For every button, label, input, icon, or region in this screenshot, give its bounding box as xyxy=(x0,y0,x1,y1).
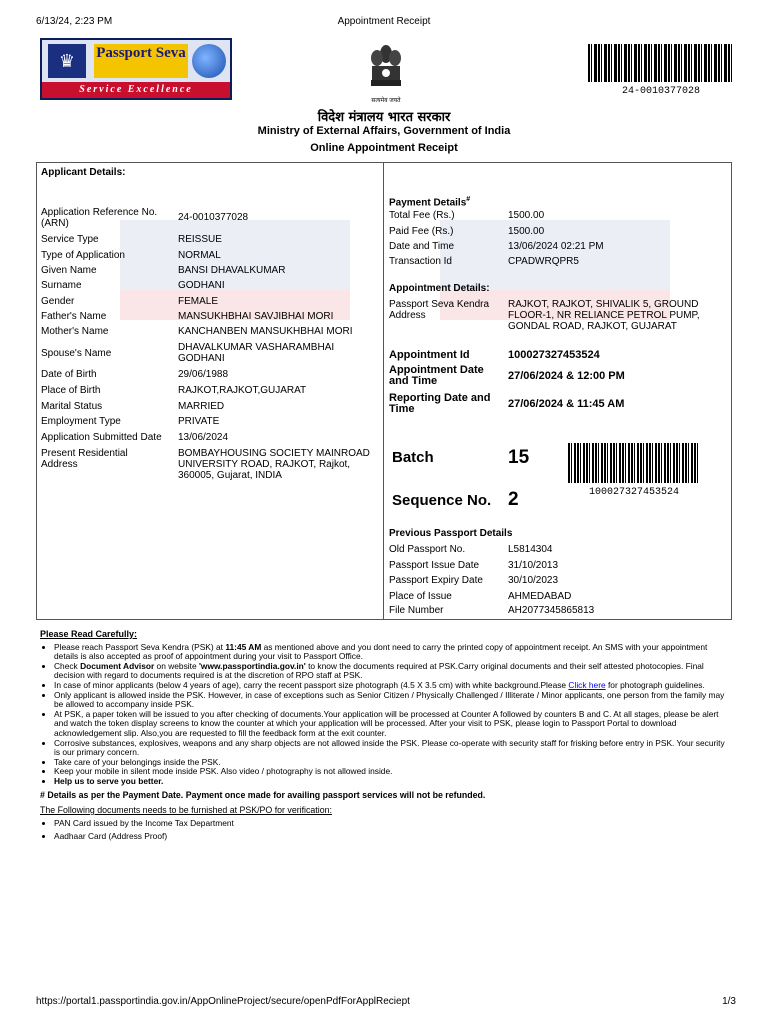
value-gender: FEMALE xyxy=(178,296,219,307)
value-place-of-birth: RAJKOT,RAJKOT,GUJARAT xyxy=(178,385,307,396)
label-appointment-id: Appointment Id xyxy=(389,349,470,361)
label-residential-address: Present Residential Address xyxy=(41,448,128,470)
column-divider xyxy=(383,162,384,620)
appointment-barcode xyxy=(568,443,700,483)
value-surname: GODHANI xyxy=(178,280,225,291)
value-batch: 15 xyxy=(508,447,530,468)
value-residential-address: BOMBAYHOUSING SOCIETY MAINROAD UNIVERSITY ROAD, RAJKOT, Rajkot, 360005, Gujarat, INDIA xyxy=(178,448,370,481)
value-marital-status: MARRIED xyxy=(178,401,225,412)
applicant-section-title: Applicant Details: xyxy=(41,167,126,178)
arn-barcode xyxy=(588,44,734,82)
label-employment-type: Employment Type xyxy=(41,416,121,427)
value-application-type: NORMAL xyxy=(178,250,221,261)
payment-section-title: Payment Details# xyxy=(389,196,471,209)
value-submitted-date: 13/06/2024 xyxy=(178,432,229,443)
value-expiry-date: 30/10/2023 xyxy=(508,575,559,586)
documents-title: The Following documents needs to be furnished at PSK/PO for verification: xyxy=(40,805,332,816)
previous-passport-title: Previous Passport Details xyxy=(389,528,513,539)
arn-barcode-number: 24-0010377028 xyxy=(621,86,700,97)
label-file-number: File Number xyxy=(389,605,444,616)
logo-title: Passport Seva xyxy=(94,44,188,78)
appointment-section-title: Appointment Details: xyxy=(389,283,490,294)
value-employment-type: PRIVATE xyxy=(178,416,220,427)
label-paid-fee: Paid Fee (Rs.) xyxy=(389,226,454,237)
label-payment-datetime: Date and Time xyxy=(389,241,455,252)
print-datetime: 6/13/24, 2:23 PM xyxy=(36,16,113,27)
instructions-title: Please Read Carefully: xyxy=(40,629,138,639)
instructions-list xyxy=(40,643,730,787)
label-old-passport-no: Old Passport No. xyxy=(389,544,466,555)
payment-marker: # xyxy=(466,196,471,203)
label-reporting-date: Reporting Date and Time xyxy=(389,392,491,415)
photo-guidelines-link[interactable]: Click here xyxy=(568,679,606,690)
label-place-of-birth: Place of Birth xyxy=(41,385,101,396)
print-page-title: Appointment Receipt xyxy=(337,16,431,27)
value-transaction-id: CPADWRQPR5 xyxy=(508,256,579,267)
receipt-title: Online Appointment Receipt xyxy=(310,142,458,154)
value-sequence: 2 xyxy=(508,489,519,510)
list-item: • PAN Card issued by the Income Tax Department xyxy=(54,819,730,829)
list-item: • Corrosive substances, explosives, weapons and any sharp objects are not allowed inside the PSK. Please co-operate with security staff for frisking before entry in PSK. Your security is our primary concern. xyxy=(54,739,730,758)
value-service-type: REISSUE xyxy=(178,234,222,245)
label-date-of-birth: Date of Birth xyxy=(41,369,97,380)
label-mother-name: Mother's Name xyxy=(41,326,109,337)
value-mother-name: KANCHANBEN MANSUKHBHAI MORI xyxy=(178,326,353,337)
footer-page-number: 1/3 xyxy=(722,996,736,1007)
value-father-name: MANSUKHBHAI SAVJIBHAI MORI xyxy=(178,311,334,322)
value-spouse-name: DHAVALKUMAR VASHARAMBHAI GODHANI xyxy=(178,342,335,364)
list-item: • Take care of your belongings inside the PSK. xyxy=(54,758,730,768)
label-sequence: Sequence No. xyxy=(392,492,492,509)
list-item: • At PSK, a paper token will be issued to you after checking of documents.Your application will be processed at Counter A followed by counters B and C. At all stages, please be alert and watch the token display screens to know the counter at which your application will be processed. After your visit to PSK, please login to Passport Portal to download acknowledgement slip. Also,you are requested to fill the feedback form at the exit counter. xyxy=(54,710,730,739)
value-appointment-date: 27/06/2024 & 12:00 PM xyxy=(508,370,625,382)
label-surname: Surname xyxy=(41,280,82,291)
label-batch: Batch xyxy=(392,449,434,466)
globe-icon xyxy=(192,44,226,78)
label-transaction-id: Transaction Id xyxy=(389,256,452,267)
value-given-name: BANSI DHAVALKUMAR xyxy=(178,265,286,276)
label-application-type: Type of Application xyxy=(41,250,125,261)
list-item: • Please reach Passport Seva Kendra (PSK) at 11:45 AM as mentioned above and you dont need to carry the printed copy of appointment receipt. An SMS with your appointment details is also accepted as proof of appointment during your visit to Passport Office. xyxy=(54,643,730,662)
emblem-motto: सत्यमेव जयते xyxy=(371,98,401,104)
value-appointment-id: 100027327453524 xyxy=(508,349,600,361)
value-place-of-issue: AHMEDABAD xyxy=(508,591,572,602)
list-item: • Aadhaar Card (Address Proof) xyxy=(54,832,730,842)
list-item: • Check Document Advisor on website 'www.passportindia.gov.in' to know the documents required at PSK.Carry original documents and their self attested photocopies. Final decision with regard to documents required is at the discretion of RPO staff at PSK. xyxy=(54,662,730,681)
list-item: • Keep your mobile in silent mode inside PSK. Also video / photography is not allowed inside. xyxy=(54,767,730,777)
footer-url: https://portal1.passportindia.gov.in/AppOnlineProject/secure/openPdfForApplReciept xyxy=(36,996,410,1007)
label-total-fee: Total Fee (Rs.) xyxy=(389,210,455,221)
payment-note: # Details as per the Payment Date. Payment once made for availing passport services will not be refunded. xyxy=(40,789,486,800)
label-issue-date: Passport Issue Date xyxy=(389,560,480,571)
label-appointment-date: Appointment Date and Time xyxy=(389,364,484,387)
label-submitted-date: Application Submitted Date xyxy=(41,432,162,443)
documents-list xyxy=(40,819,730,842)
appointment-barcode-number: 100027327453524 xyxy=(588,487,679,498)
label-spouse-name: Spouse's Name xyxy=(41,348,112,359)
label-given-name: Given Name xyxy=(41,265,97,276)
list-item: • In case of minor applicants (below 4 years of age), carry the recent passport size photograph (4.5 X 3.5 cm) with white background.Please Click here for photograph guidelines. xyxy=(54,681,730,691)
instructions xyxy=(40,630,730,842)
hindi-title: विदेश मंत्रालय भारत सरकार xyxy=(317,110,451,125)
ministry-title: Ministry of External Affairs, Government of India xyxy=(257,125,511,137)
value-date-of-birth: 29/06/1988 xyxy=(178,369,229,380)
value-total-fee: 1500.00 xyxy=(508,210,545,221)
label-expiry-date: Passport Expiry Date xyxy=(389,575,483,586)
label-psk-address: Passport Seva Kendra Address xyxy=(389,299,490,321)
logo-tagline: Service Excellence xyxy=(42,82,230,98)
emblem-icon: ♛ xyxy=(48,44,86,78)
value-file-number: AH2077345865813 xyxy=(508,605,595,616)
value-paid-fee: 1500.00 xyxy=(508,226,545,237)
label-marital-status: Marital Status xyxy=(41,401,103,412)
value-payment-datetime: 13/06/2024 02:21 PM xyxy=(508,241,604,252)
label-place-of-issue: Place of Issue xyxy=(389,591,452,602)
value-old-passport-no: L5814304 xyxy=(508,544,553,555)
label-service-type: Service Type xyxy=(41,234,99,245)
value-arn: 24-0010377028 xyxy=(178,212,249,223)
value-issue-date: 31/10/2013 xyxy=(508,560,559,571)
passport-seva-logo xyxy=(40,38,232,100)
list-item: • Only applicant is allowed inside the PSK. However, in case of exceptions such as Senior Citizen / Physically Challenged / Illiterate / Minor applicants, one person from the family may be allowed to accompany inside PSK. xyxy=(54,691,730,710)
list-item: • Help us to serve you better. xyxy=(54,777,730,787)
national-emblem-icon xyxy=(368,40,404,102)
label-father-name: Father's Name xyxy=(41,311,107,322)
label-arn: Application Reference No. (ARN) xyxy=(41,207,158,229)
label-gender: Gender xyxy=(41,296,75,307)
value-reporting-date: 27/06/2024 & 11:45 AM xyxy=(508,398,625,410)
value-psk-address: RAJKOT, RAJKOT, SHIVALIK 5, GROUND FLOOR-1, NR RELIANCE PETROL PUMP, GONDAL ROAD, RAJKOT, GUJARAT xyxy=(508,299,700,332)
